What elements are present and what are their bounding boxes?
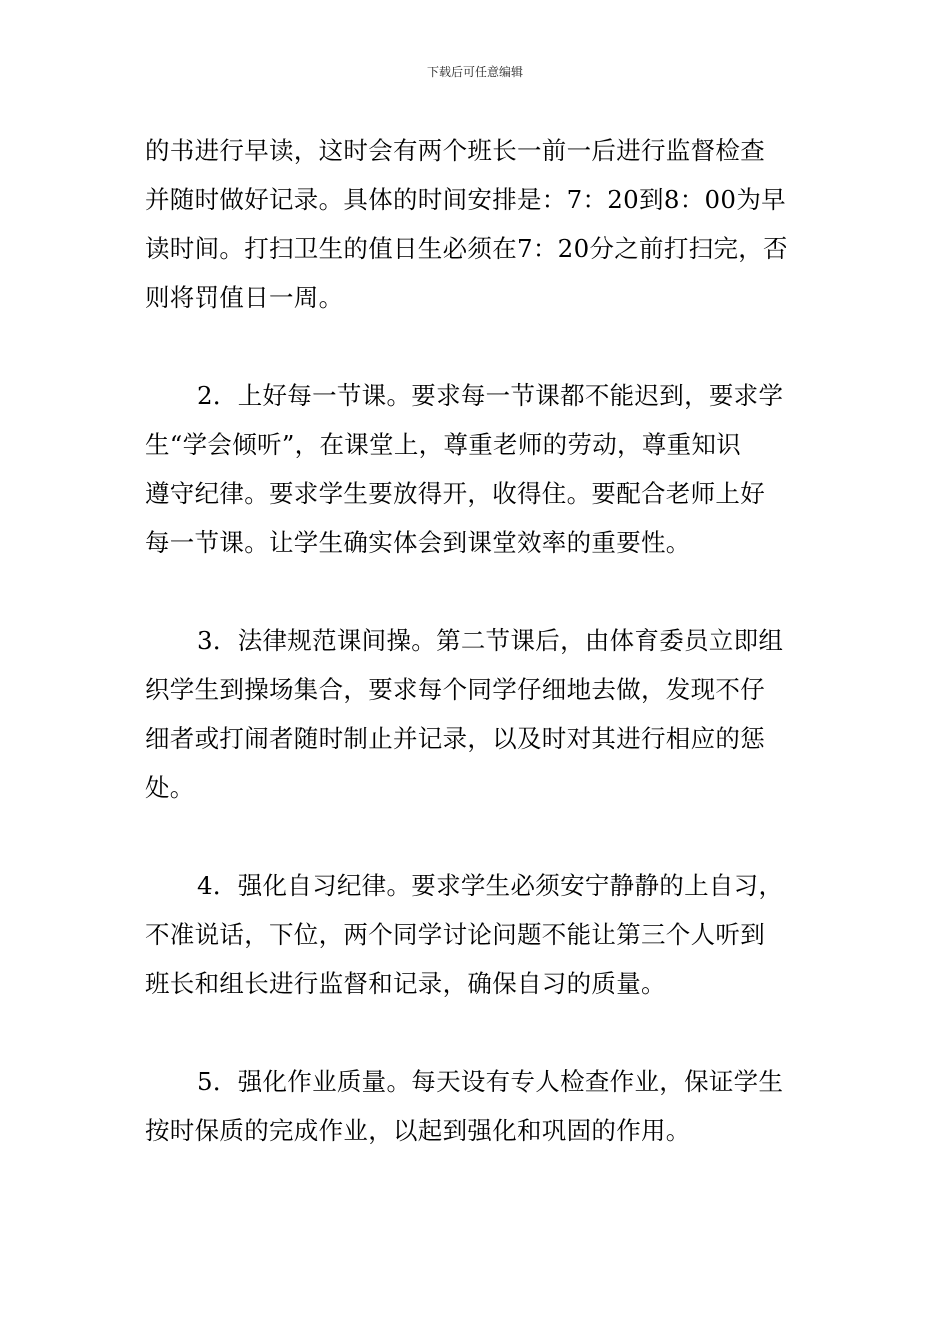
text-line: 则将罚值日一周。 [145,283,344,312]
text-line: 5．强化作业质量。每天设有专人检查作业，保证学生 [197,1067,784,1096]
text-line: 每一节课。让学生确实体会到课堂效率的重要性。 [145,528,691,557]
text-line: 3．法律规范课间操。第二节课后，由体育委员立即组 [197,626,784,655]
document-body [145,126,810,1155]
paragraph-homework [145,1057,810,1155]
text-line: 的书进行早读，这时会有两个班长一前一后进行监督检查 [145,136,765,165]
paragraph-self-study [145,861,810,1008]
text-line: 2．上好每一节课。要求每一节课都不能迟到，要求学 [197,381,784,410]
paragraph-spacer [145,567,810,616]
paragraph-spacer [145,322,810,371]
text-line: 读时间。打扫卫生的值日生必须在7：20分之前打扫完，否 [145,234,788,263]
paragraph-exercise [145,616,810,812]
text-line: 遵守纪律。要求学生要放得开，收得住。要配合老师上好 [145,479,765,508]
paragraph-spacer [145,1008,810,1057]
text-line: 不准说话，下位，两个同学讨论问题不能让第三个人听到 [145,920,765,949]
text-line: 班长和组长进行监督和记录，确保自习的质量。 [145,969,666,998]
text-line: 按时保质的完成作业，以起到强化和巩固的作用。 [145,1116,691,1145]
text-line: 4．强化自习纪律。要求学生必须安宁静静的上自习， [197,871,784,900]
paragraph-spacer [145,812,810,861]
text-line: 处。 [145,773,195,802]
paragraph-class [145,371,810,567]
page-header: 下载后可任意编辑 [426,65,523,79]
text-line: 织学生到操场集合，要求每个同学仔细地去做，发现不仔 [145,675,765,704]
text-line: 生“学会倾听”，在课堂上，尊重老师的劳动，尊重知识 [145,430,742,459]
text-line: 细者或打闹者随时制止并记录，以及时对其进行相应的惩 [145,724,765,753]
text-line: 并随时做好记录。具体的时间安排是：7：20到8：00为早 [145,185,786,214]
paragraph-early-reading [145,126,810,322]
